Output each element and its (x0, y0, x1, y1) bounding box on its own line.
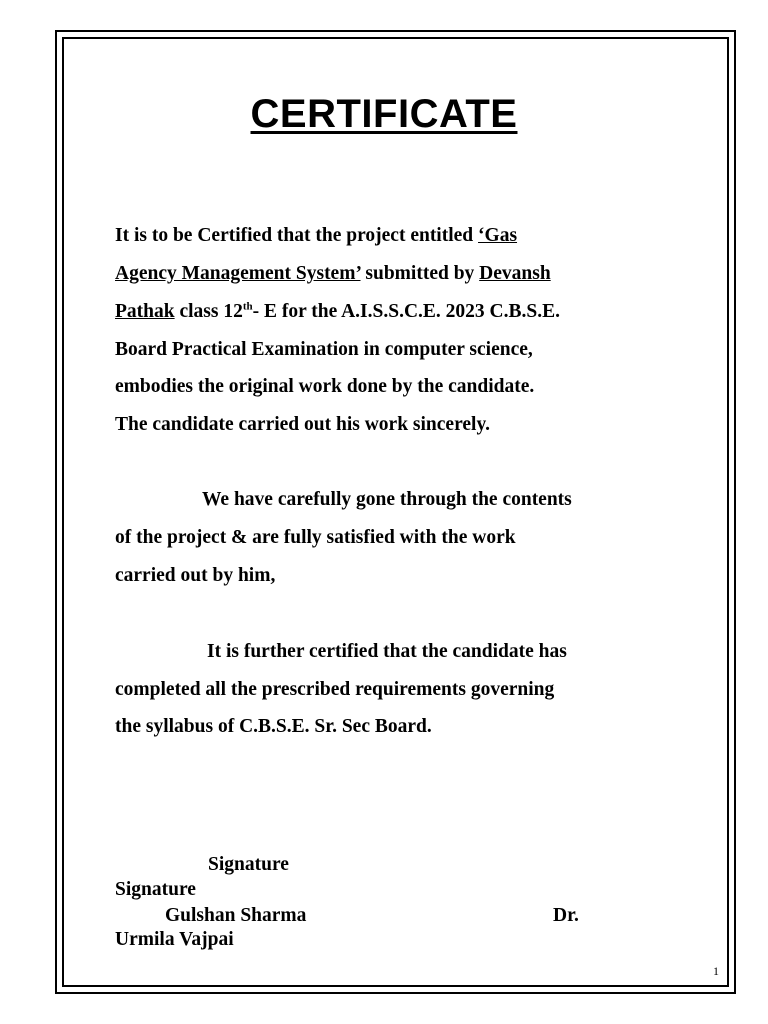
para1-line5: embodies the original work done by the candidate. (115, 376, 535, 397)
project-title-part1: ‘Gas (478, 225, 518, 246)
para1-line6: The candidate carried out his work sincerely. (115, 414, 491, 435)
signatory-name-2-part1: Dr. (553, 905, 579, 926)
student-name-part1: Devansh (479, 263, 551, 284)
para3-line2: completed all the prescribed requirements governing (115, 679, 555, 700)
para3-line1: It is further certified that the candidate has (207, 641, 567, 662)
signature-label-1: Signature (208, 854, 289, 875)
para3-line3: the syllabus of C.B.S.E. Sr. Sec Board. (115, 716, 432, 737)
signature-label-2: Signature (115, 879, 196, 900)
para1-line1: It is to be Certified that the project entitled ‘Gas (115, 225, 518, 246)
para2-line1: We have carefully gone through the contents (202, 489, 572, 510)
page-border-inner (62, 37, 729, 987)
student-name-part2: Pathak (115, 301, 175, 322)
certificate-title: CERTIFICATE (250, 92, 518, 136)
signatory-name-2-part2: Urmila Vajpai (115, 929, 234, 950)
para2-line2: of the project & are fully satisfied with the work (115, 527, 516, 548)
page-border-outer (55, 30, 736, 994)
signatory-name-1: Gulshan Sharma (165, 905, 307, 926)
para1-line4: Board Practical Examination in computer science, (115, 339, 533, 360)
project-title-part2: Agency Management System’ (115, 263, 361, 284)
para1-line3: Pathak class 12th- E for the A.I.S.S.C.E. 2023 C.B.S.E. (115, 300, 560, 322)
para1-line2: Agency Management System’ submitted by Devansh (115, 263, 551, 284)
para2-line3: carried out by him, (115, 565, 276, 586)
page-number: 1 (713, 964, 719, 978)
